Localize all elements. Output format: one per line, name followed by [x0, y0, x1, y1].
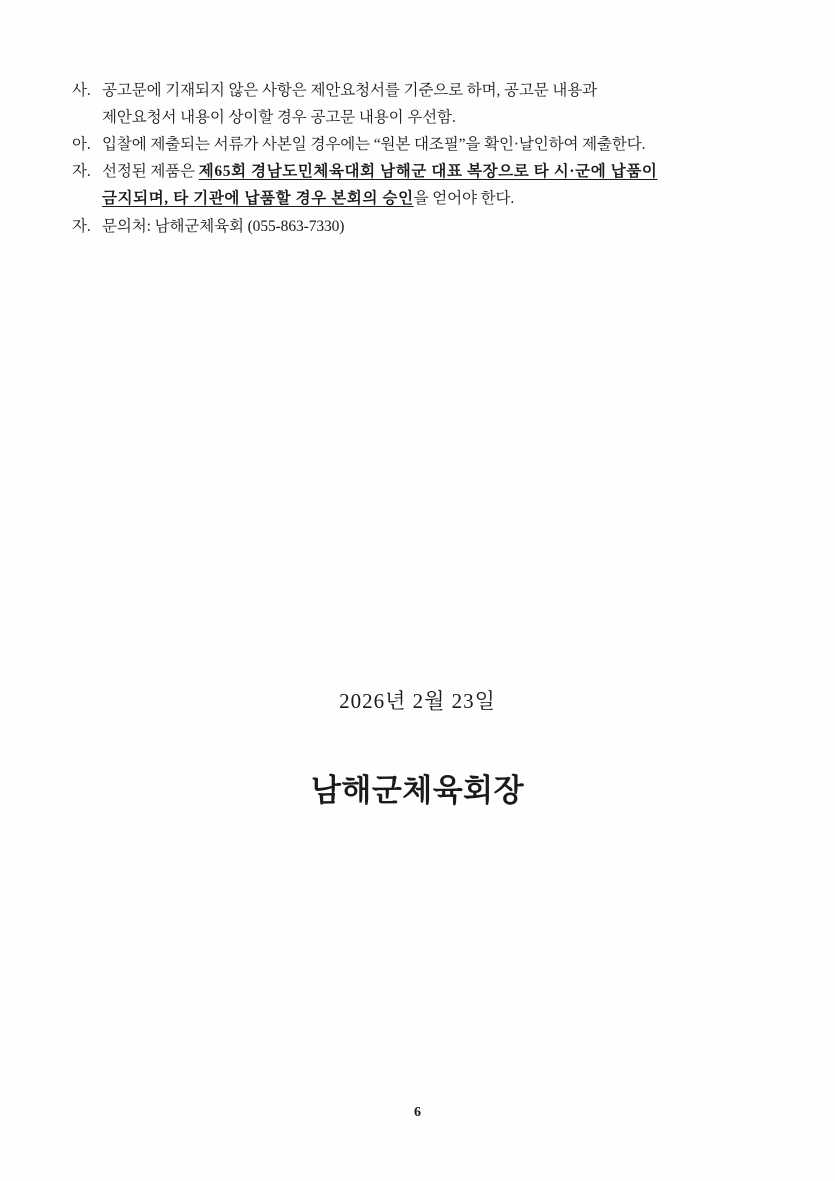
- emphasis-prefix: 선정된 제품은: [102, 163, 199, 181]
- list-item-text: 입찰에 제출되는 서류가 사본일 경우에는 “원본 대조필”을 확인·날인하여 제출한다.: [102, 136, 646, 154]
- list-item-text: 공고문에 기재되지 않은 사항은 제안요청서를 기준으로 하며, 공고문 내용과: [102, 82, 598, 99]
- list-marker: 사.: [72, 82, 91, 99]
- emphasis-text-1: 제65회 경남도민체육대회 남해군 대표 복장으로 타 시·군에 납품이: [198, 163, 658, 181]
- document-signature: 남해군체육회장: [310, 773, 525, 808]
- document-body: [72, 78, 772, 241]
- list-item-text: [102, 159, 772, 184]
- list-item: [72, 159, 772, 184]
- list-marker: 아.: [72, 136, 91, 154]
- list-item: [72, 78, 772, 103]
- list-item-continuation: 제안요청서 내용이 상이할 경우 공고문 내용이 우선함.: [102, 109, 456, 127]
- page-number: 6: [414, 1105, 421, 1120]
- list-item: [72, 214, 772, 239]
- list-item-continuation: [102, 186, 772, 211]
- emphasis-suffix: 을 얻어야 한다.: [413, 190, 515, 208]
- list-marker: 자.: [72, 217, 91, 235]
- list-item-text: 문의처: 남해군체육회 (055-863-7330): [102, 217, 345, 235]
- list-item: [72, 132, 772, 157]
- list-marker: 자.: [72, 163, 91, 181]
- document-date: 2026년 2월 23일: [339, 689, 496, 713]
- emphasis-text-2: 금지되며, 타 기관에 납품할 경우 본회의 승인: [102, 190, 414, 208]
